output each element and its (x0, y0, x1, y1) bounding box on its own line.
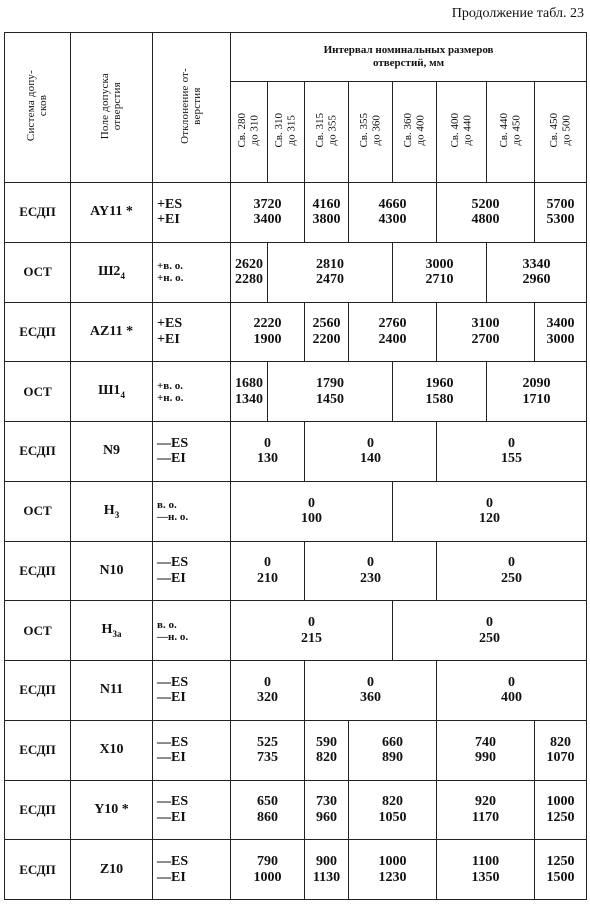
header-range: Св. 440 до 450 (487, 82, 535, 183)
deviation-cell: —ES —EI (153, 661, 231, 721)
value-cell: 1000 1250 (535, 780, 587, 840)
header-range: Св. 280 до 310 (231, 82, 268, 183)
value-cell: 0 360 (305, 661, 437, 721)
table-caption: Продолжение табл. 23 (451, 6, 584, 21)
deviation-cell: +в. о. +н. о. (153, 362, 231, 422)
field-cell: Y10 * (71, 780, 153, 840)
field-cell: $Ш1_4$ (71, 362, 153, 422)
value-cell: 0 250 (437, 541, 587, 601)
deviation-cell: —ES —EI (153, 422, 231, 482)
table-row (5, 481, 587, 541)
deviation-cell: —ES —EI (153, 541, 231, 601)
value-cell: 2810 2470 (268, 242, 393, 302)
header-field: Поле допуска отверстия (71, 33, 153, 183)
header-system: Система допу- сков (5, 33, 71, 183)
value-cell: 2560 2200 (305, 302, 349, 362)
value-cell: 0 210 (231, 541, 305, 601)
table-row (5, 720, 587, 780)
value-cell: 920 1170 (437, 780, 535, 840)
header-range: Св. 450 до 500 (535, 82, 587, 183)
value-cell: 1680 1340 (231, 362, 268, 422)
value-cell: 590 820 (305, 720, 349, 780)
value-cell: 1960 1580 (393, 362, 487, 422)
field-cell: N11 (71, 661, 153, 721)
header-range: Св. 310 до 315 (268, 82, 305, 183)
deviation-cell: +в. о. +н. о. (153, 242, 231, 302)
system-cell: ЕСДП (5, 302, 71, 362)
system-cell: ОСТ (5, 601, 71, 661)
header-range: Св. 360 до 400 (393, 82, 437, 183)
value-cell: 0 155 (437, 422, 587, 482)
value-cell: 1790 1450 (268, 362, 393, 422)
value-cell: 3000 2710 (393, 242, 487, 302)
value-cell: 0 100 (231, 481, 393, 541)
table-row (5, 422, 587, 482)
field-cell: X10 (71, 720, 153, 780)
table-row (5, 780, 587, 840)
system-cell: ОСТ (5, 242, 71, 302)
header-interval: Интервал номинальных размеров отверстий, мм (231, 33, 587, 82)
system-cell: ЕСДП (5, 780, 71, 840)
value-cell: 2220 1900 (231, 302, 305, 362)
value-cell: 790 1000 (231, 840, 305, 900)
value-cell: 820 1070 (535, 720, 587, 780)
value-cell: 660 890 (349, 720, 437, 780)
value-cell: 0 140 (305, 422, 437, 482)
value-cell: 2620 2280 (231, 242, 268, 302)
value-cell: 2090 1710 (487, 362, 587, 422)
value-cell: 3340 2960 (487, 242, 587, 302)
value-cell: 1000 1230 (349, 840, 437, 900)
field-cell: $Ш2_4$ (71, 242, 153, 302)
value-cell: 820 1050 (349, 780, 437, 840)
field-cell: AZ11 * (71, 302, 153, 362)
value-cell: 4660 4300 (349, 183, 437, 243)
value-cell: 5200 4800 (437, 183, 535, 243)
field-cell: $H_3$ (71, 481, 153, 541)
value-cell: 2760 2400 (349, 302, 437, 362)
field-cell: AY11 * (71, 183, 153, 243)
value-cell: 0 215 (231, 601, 393, 661)
value-cell: 3400 3000 (535, 302, 587, 362)
deviation-cell: —ES —EI (153, 780, 231, 840)
header-range: Св. 400 до 440 (437, 82, 487, 183)
system-cell: ЕСДП (5, 840, 71, 900)
header-range: Св. 315 до 355 (305, 82, 349, 183)
value-cell: 0 250 (393, 601, 587, 661)
value-cell: 740 990 (437, 720, 535, 780)
table-row (5, 302, 587, 362)
system-cell: ЕСДП (5, 541, 71, 601)
deviation-cell: в. о. —н. о. (153, 481, 231, 541)
value-cell: 0 230 (305, 541, 437, 601)
value-cell: 4160 3800 (305, 183, 349, 243)
system-cell: ОСТ (5, 362, 71, 422)
deviation-cell: +ES +EI (153, 183, 231, 243)
system-cell: ЕСДП (5, 183, 71, 243)
value-cell: 0 400 (437, 661, 587, 721)
system-cell: ЕСДП (5, 661, 71, 721)
value-cell: 730 960 (305, 780, 349, 840)
table-row (5, 541, 587, 601)
header-deviation: Отклонение от- верстия (153, 33, 231, 183)
value-cell: 1250 1500 (535, 840, 587, 900)
value-cell: 0 120 (393, 481, 587, 541)
system-cell: ОСТ (5, 481, 71, 541)
value-cell: 3100 2700 (437, 302, 535, 362)
table-row (5, 840, 587, 900)
value-cell: 5700 5300 (535, 183, 587, 243)
deviation-cell: —ES —EI (153, 720, 231, 780)
deviation-cell: в. о. —н. о. (153, 601, 231, 661)
table-row (5, 183, 587, 243)
value-cell: 1100 1350 (437, 840, 535, 900)
field-cell: N9 (71, 422, 153, 482)
value-cell: 0 320 (231, 661, 305, 721)
table-row (5, 661, 587, 721)
field-cell: N10 (71, 541, 153, 601)
value-cell: 525 735 (231, 720, 305, 780)
value-cell: 650 860 (231, 780, 305, 840)
table-row (5, 242, 587, 302)
value-cell: 900 1130 (305, 840, 349, 900)
value-cell: 0 130 (231, 422, 305, 482)
table-body (5, 183, 587, 900)
table-row (5, 601, 587, 661)
deviation-cell: —ES —EI (153, 840, 231, 900)
system-cell: ЕСДП (5, 720, 71, 780)
tolerance-table (4, 32, 587, 900)
header-range: Св. 355 до 360 (349, 82, 393, 183)
table-row (5, 362, 587, 422)
field-cell: $H_{3а}$ (71, 601, 153, 661)
deviation-cell: +ES +EI (153, 302, 231, 362)
value-cell: 3720 3400 (231, 183, 305, 243)
field-cell: Z10 (71, 840, 153, 900)
system-cell: ЕСДП (5, 422, 71, 482)
